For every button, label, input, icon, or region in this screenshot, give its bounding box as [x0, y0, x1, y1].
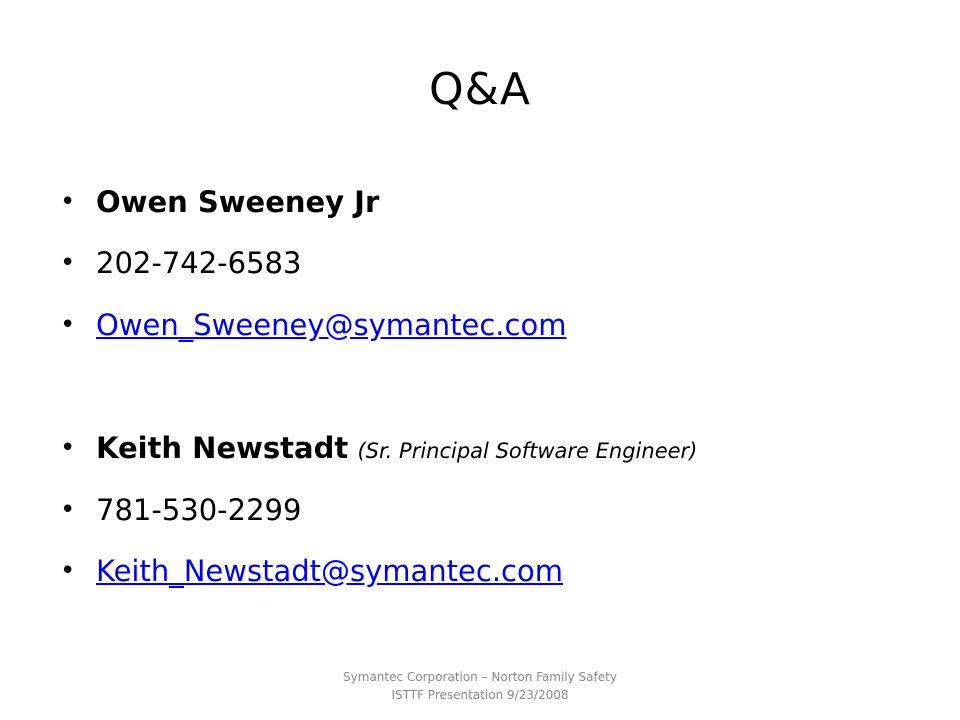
bullet-icon: •	[60, 310, 76, 340]
bullet-icon: •	[60, 433, 76, 463]
list-item-email-2	[60, 551, 940, 591]
list-item-phone-1	[60, 243, 940, 283]
footer-line-2: ISTTF Presentation 9/23/2008	[391, 688, 569, 702]
contact-role: (Sr. Principal Software Engineer)	[357, 439, 698, 463]
contact-phone: 781-530-2299	[96, 493, 302, 527]
email-link[interactable]: Owen_Sweeney@symantec.com	[96, 308, 567, 342]
list-item-email-1	[60, 305, 940, 345]
email-link[interactable]: Keith_Newstadt@symantec.com	[96, 554, 563, 588]
contact-name: Owen Sweeney Jr	[96, 185, 380, 219]
bullet-icon: •	[60, 556, 76, 586]
contact-name-with-role	[96, 428, 697, 471]
slide-footer	[0, 668, 960, 704]
list-item-name-2	[60, 428, 940, 468]
bullet-icon: •	[60, 187, 76, 217]
slide-title: Q&A	[428, 64, 532, 115]
list-item-name-1	[60, 182, 940, 222]
contact-phone: 202-742-6583	[96, 246, 302, 280]
bullet-icon: •	[60, 495, 76, 525]
bullet-icon: •	[60, 248, 76, 278]
footer-line-1: Symantec Corporation – Norton Family Safety	[343, 670, 617, 684]
contact-name: Keith Newstadt	[96, 431, 349, 465]
list-item-phone-2	[60, 490, 940, 530]
